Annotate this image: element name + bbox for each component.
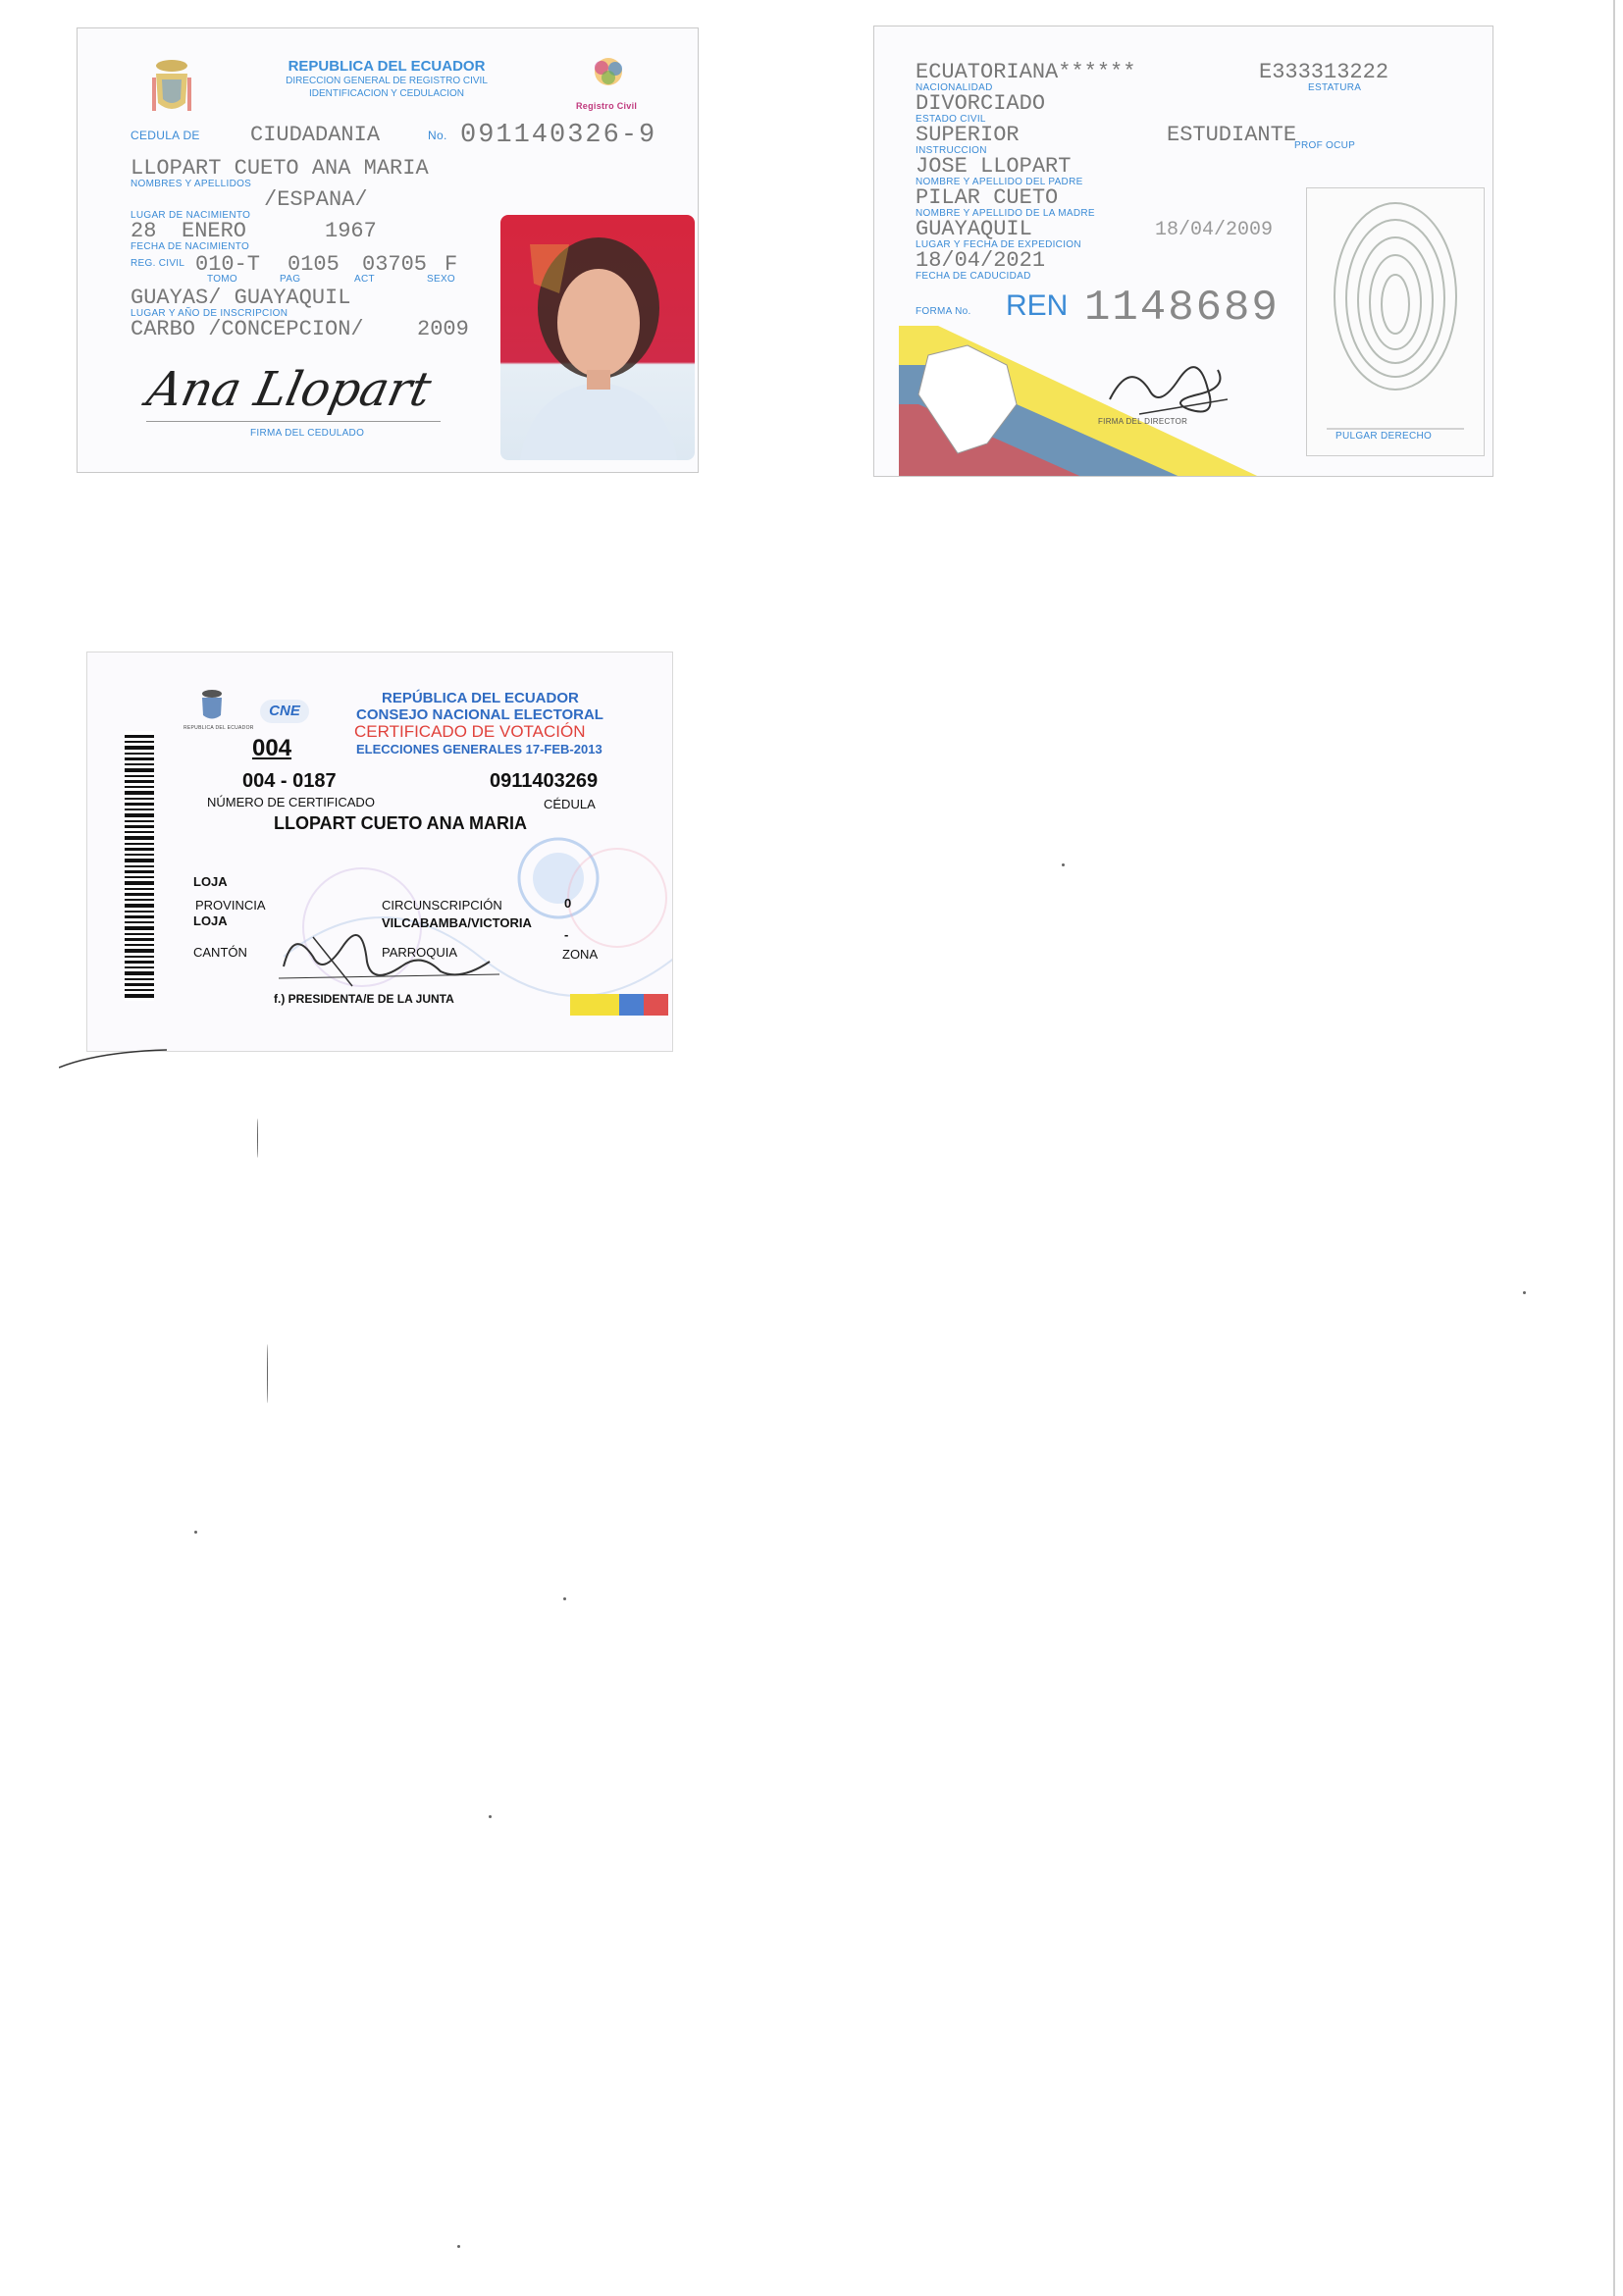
sexo-value: F [445,252,458,277]
scan-mark [257,1119,258,1158]
signature-line [146,421,441,422]
scan-speck [1062,863,1065,866]
reg-civil-label: REG. CIVIL [131,258,185,269]
inscription-place: GUAYAS/ GUAYAQUIL [131,286,351,310]
director-label: FIRMA DEL DIRECTOR [1098,417,1188,426]
vote-cedula-label: CÉDULA [544,797,596,811]
zona-label: ZONA [562,947,599,962]
thumbprint-icon [1307,188,1484,455]
code-label: ESTATURA [1308,82,1362,93]
thumb-label: PULGAR DERECHO [1335,431,1433,442]
vote-header-line4: ELECCIONES GENERALES 17-FEB-2013 [356,742,602,757]
issue-label: LUGAR Y FECHA DE EXPEDICION [916,239,1081,250]
birth-month: ENERO [182,219,247,243]
flag-strip [570,994,668,1016]
holder-photo [500,215,695,460]
holder-signature: Ana Llopart [142,362,437,417]
scan-speck [489,1815,492,1818]
sexo-label: SEXO [427,274,455,285]
parroquia-value: VILCABAMBA/VICTORIA [382,915,532,930]
front-header-line1: REPUBLICA DEL ECUADOR [288,58,486,75]
portrait-icon [500,215,695,460]
certificate-number-label: NÚMERO DE CERTIFICADO [207,795,375,809]
vote-header-line2: CONSEJO NACIONAL ELECTORAL [356,706,603,723]
voting-certificate [86,652,673,1052]
inscription-year: 2009 [417,317,469,341]
ecuador-emblem-icon [197,688,227,723]
zona-value: - [564,927,569,942]
tomo-value: 010-T [195,252,261,277]
birthdate-label: FECHA DE NACIMIENTO [131,241,250,252]
civil-status-label: ESTADO CIVIL [916,114,986,125]
signature-label: FIRMA DEL CEDULADO [250,428,365,439]
forma-label: FORMA No. [916,306,971,317]
emblem-label: REPUBLICA DEL ECUADOR [183,725,254,731]
forma-number: 1148689 [1084,284,1280,333]
id-code: E333313222 [1259,60,1389,84]
cedula-type: CIUDADANIA [250,123,381,147]
canton-value: LOJA [193,913,228,928]
thumbprint-box [1306,187,1485,456]
expiry-date: 18/04/2021 [916,248,1046,273]
act-value: 03705 [362,252,428,277]
scan-speck [563,1597,566,1600]
certificate-number: 004 - 0187 [242,770,337,792]
scan-speck [194,1531,197,1534]
front-header-line3: IDENTIFICACION Y CEDULACION [309,88,464,99]
nationality-label: NACIONALIDAD [916,82,993,93]
father-label: NOMBRE Y APELLIDO DEL PADRE [916,177,1083,187]
registro-civil-logo-label: Registro Civil [576,101,638,111]
civil-status: DIVORCIADO [916,91,1046,116]
front-header-line2: DIRECCION GENERAL DE REGISTRO CIVIL [286,76,488,86]
birthplace-label: LUGAR DE NACIMIENTO [131,210,251,221]
registro-civil-logo-icon [580,52,637,103]
president-signature-label: f.) PRESIDENTA/E DE LA JUNTA [274,992,454,1006]
scan-speck [1523,1291,1526,1294]
scan-line-mark [59,1040,177,1070]
forma-prefix: REN [1006,289,1069,322]
circunscripcion-label: CIRCUNSCRIPCIÓN [382,898,502,913]
expiry-label: FECHA DE CADUCIDAD [916,271,1031,282]
pag-value: 0105 [288,252,340,277]
circunscripcion-value: 0 [564,896,572,911]
mother-label: NOMBRE Y APELLIDO DE LA MADRE [916,208,1095,219]
holder-name: LLOPART CUETO ANA MARIA [131,156,429,181]
junta-number: 004 [252,735,292,761]
act-label: ACT [354,274,375,285]
parroquia-label: PARROQUIA [382,945,458,960]
scan-speck [457,2245,460,2248]
pag-label: PAG [280,274,301,285]
birth-day: 28 [131,219,157,243]
canton-label: CANTÓN [193,945,247,960]
vote-header-line1: REPÚBLICA DEL ECUADOR [382,690,579,706]
scan-mark [267,1344,268,1403]
cedula-number: 091140326-9 [460,121,657,150]
vote-header-line3: CERTIFICADO DE VOTACIÓN [354,722,586,741]
birthplace: /ESPANA/ [264,187,368,212]
vote-name: LLOPART CUETO ANA MARIA [274,813,527,833]
cedula-label: CEDULA DE [131,129,200,142]
name-label: NOMBRES Y APELLIDOS [131,179,252,189]
issue-place: GUAYAQUIL [916,217,1032,241]
parish: CARBO /CONCEPCION/ [131,317,364,341]
nationality: ECUATORIANA****** [916,60,1136,84]
profession: ESTUDIANTE [1167,123,1297,147]
id-card-front [77,27,699,473]
id-card-back [873,26,1493,477]
instruction-label: INSTRUCCION [916,145,987,156]
barcode [125,731,154,1001]
provincia-value: LOJA [193,874,228,889]
provincia-label: PROVINCIA [195,898,266,913]
coat-of-arms-icon [146,56,197,119]
no-label: No. [428,129,447,142]
page-edge [1613,0,1615,2296]
mother-name: PILAR CUETO [916,185,1059,210]
issue-date: 18/04/2009 [1155,219,1274,241]
instruction: SUPERIOR [916,123,1020,147]
birth-year: 1967 [325,219,377,243]
tomo-label: TOMO [207,274,238,285]
profession-label: PROF OCUP [1294,140,1356,151]
vote-cedula: 0911403269 [490,770,599,792]
president-signature [274,917,509,996]
inscription-label: LUGAR Y AÑO DE INSCRIPCION [131,308,288,319]
father-name: JOSE LLOPART [916,154,1072,179]
cne-logo: CNE [260,700,309,723]
